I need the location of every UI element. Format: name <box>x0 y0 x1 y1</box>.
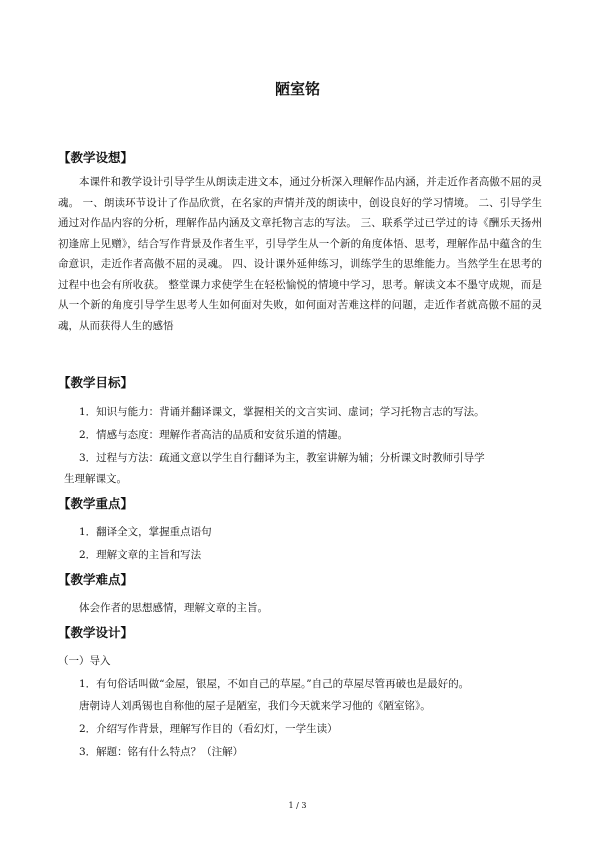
design-idea-paragraph: 本课件和教学设计引导学生从朗读走进文本，通过分析深入理解作品内涵，并走近作者高傲不屈的灵魂。 一、朗读环节设计了作品欣赏，在名家的声情并茂的朗读中，创设良好的学习情境。 二、引导学生通过对作品内容的分析，理解作品内涵及文章托物言志的写法。 三、联系学过已学过的诗《酬乐天扬州初逢席上见赠》，结合写作背景及作者生平，引导学生从一个新的角度体悟、思考，理解作品中蕴含的生命意识，走近作者高傲不屈的灵魂。 四、设计课外延伸练习，训练学生的思维能力。当然学生在思考的过程中也会有所收获。 整堂课力求使学生在轻松愉悦的情境中学习，思考。解读文本不墨守成规，而是从一个新的角度引导学生思考人生如何面对失败，如何面对苦难这样的问题，走近作者就高傲不屈的灵魂，从而获得人生的感悟 <box>58 176 542 332</box>
objective-item-1: 1．知识与能力：背诵并翻译课文，掌握相关的文言实词、虚词；学习托物言志的写法。 <box>79 406 485 418</box>
design-item-2: 2．介绍写作背景，理解写作目的（看幻灯，一学生读） <box>79 723 338 735</box>
objective-item-3: 3．过程与方法：疏通文意以学生自行翻译为主，教室讲解为辅；分析课文时教师引导学 <box>79 452 485 464</box>
heading-design-idea: 【教学设想】 <box>58 150 134 165</box>
page-title: 陋室铭 <box>274 80 320 98</box>
objective-item-2: 2．情感与态度：理解作者高洁的品质和安贫乐道的情趣。 <box>79 429 349 441</box>
difficulty-text: 体会作者的思想感情，理解文章的主旨。 <box>79 602 268 614</box>
heading-difficulties: 【教学难点】 <box>58 572 134 587</box>
design-item-3: 3．解题：铭有什么特点？（注解） <box>79 746 244 758</box>
heading-design: 【教学设计】 <box>58 625 134 640</box>
heading-objectives: 【教学目标】 <box>58 375 134 390</box>
design-item-1-cont: 唐朝诗人刘禹锡也自称他的屋子是陋室，我们今天就来学习他的《陋室铭》。 <box>79 700 431 712</box>
design-item-1: 1．有句俗话叫做“金屋，银屋，不如自己的草屋。”自己的草屋尽管再破也是最好的。 <box>79 678 470 690</box>
objective-item-3-cont: 生理解课文。 <box>64 473 127 485</box>
heading-key-points: 【教学重点】 <box>58 496 134 511</box>
key-point-item-1: 1．翻译全文，掌握重点语句 <box>79 526 212 538</box>
page-number: 1 / 3 <box>288 801 307 810</box>
design-subheading: （一）导入 <box>58 655 111 667</box>
key-point-item-2: 2．理解文章的主旨和写法 <box>79 549 202 561</box>
